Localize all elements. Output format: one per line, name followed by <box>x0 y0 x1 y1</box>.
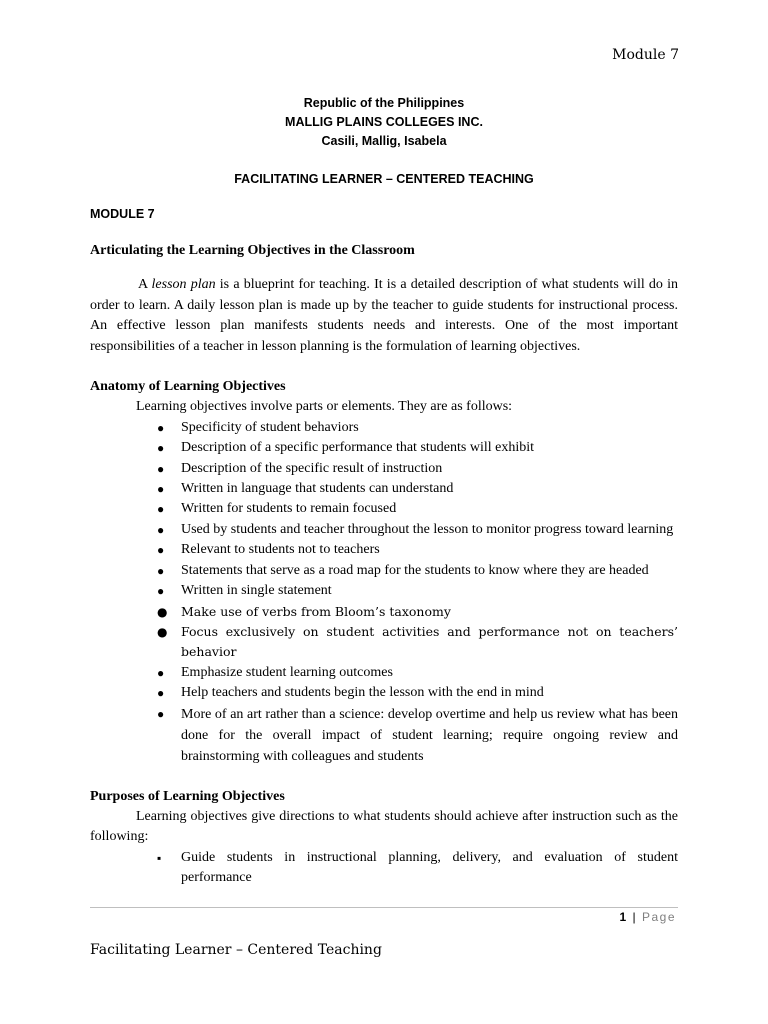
course-title: FACILITATING LEARNER – CENTERED TEACHING <box>234 172 534 186</box>
bullet-dot-icon: ● <box>157 502 165 517</box>
list-item: ● Written for students to remain focused <box>90 499 678 519</box>
page-number-value: 1 <box>619 910 628 924</box>
module-label: MODULE 7 <box>90 207 155 221</box>
bullet-dot-icon: ● <box>157 543 165 558</box>
bullet-dot-icon: ● <box>157 461 165 476</box>
lesson-plan-term: lesson plan <box>151 277 216 293</box>
bullet-dot-icon: ● <box>157 482 165 497</box>
bullet-dot-icon: ● <box>157 441 165 456</box>
list-item: ● Make use of verbs from Bloom’s taxonomy <box>90 602 678 622</box>
bullet-dot-icon: ● <box>157 522 165 537</box>
section-heading-articulating: Articulating the Learning Objectives in the Classroom <box>90 243 415 258</box>
bullet-square-icon: ▪ <box>157 850 162 865</box>
list-item: ● Description of the specific result of instruction <box>90 459 678 479</box>
institution-country: Republic of the Philippines <box>303 96 465 110</box>
page-word: Page <box>641 910 676 924</box>
list-item: ● Emphasize student learning outcomes <box>90 663 678 683</box>
running-footer-title: Facilitating Learner – Centered Teaching <box>90 942 382 958</box>
page-number-separator: | <box>627 910 642 924</box>
list-item: ● Written in single statement <box>90 581 678 601</box>
lesson-plan-paragraph <box>90 275 678 357</box>
list-item: ● Statements that serve as a road map for the students to know where they are headed <box>90 561 678 581</box>
bullet-dot-icon: ● <box>157 584 165 599</box>
page-number <box>619 910 676 924</box>
bullet-dot-icon: ● <box>157 420 165 435</box>
list-item: ● Focus exclusively on student activities and performance not on teachers’ behavior <box>157 623 678 660</box>
footer-divider <box>90 907 678 908</box>
list-item: ● Used by students and teacher throughout the lesson to monitor progress toward learning <box>90 520 678 540</box>
list-item: ● Description of a specific performance that students will exhibit <box>90 438 678 458</box>
list-item: ● Help teachers and students begin the lesson with the end in mind <box>90 683 678 703</box>
bullet-dot-icon: ● <box>157 686 165 701</box>
purposes-list <box>90 848 678 889</box>
running-header-module: Module 7 <box>612 47 679 63</box>
list-item: ● Specificity of student behaviors <box>90 418 678 438</box>
section-heading-purposes: Purposes of Learning Objectives <box>90 788 285 804</box>
section-heading-anatomy: Anatomy of Learning Objectives <box>90 379 286 395</box>
anatomy-list <box>90 418 678 767</box>
bullet-dot-icon: ● <box>157 604 168 619</box>
institution-block <box>0 94 768 151</box>
bullet-dot-icon: ● <box>157 665 165 680</box>
paragraph-lead: A <box>138 277 152 293</box>
list-item: ● Relevant to students not to teachers <box>90 540 678 560</box>
anatomy-intro: Learning objectives involve parts or elements. They are as follows: <box>136 399 513 415</box>
institution-name: MALLIG PLAINS COLLEGES INC. <box>285 115 483 129</box>
document-body <box>90 241 678 889</box>
paragraph-body: is a blueprint for teaching. It is a detailed description of what students will do in order to learn. A daily lesson plan is made up by the teacher to guide students for instructional process. An effective lesson plan manifests students needs and interests. One of the most important responsibilities of a teacher in lesson planning is the formulation of learning objectives. <box>90 277 678 354</box>
list-item: ● More of an art rather than a science: develop overtime and help us review what has been done for the overall impact of student learning; require ongoing review and brainstorming with colleagues and students <box>90 704 678 767</box>
list-item: ● Written in language that students can understand <box>90 479 678 499</box>
bullet-dot-icon: ● <box>157 563 165 578</box>
bullet-dot-icon: ● <box>157 624 168 639</box>
institution-address: Casili, Mallig, Isabela <box>321 134 447 148</box>
bullet-dot-icon: ● <box>157 706 165 721</box>
purposes-intro: Learning objectives give directions to what students should achieve after instruction such as the following: <box>90 808 678 845</box>
list-item: ▪ Guide students in instructional planning, delivery, and evaluation of student performance <box>157 849 678 886</box>
